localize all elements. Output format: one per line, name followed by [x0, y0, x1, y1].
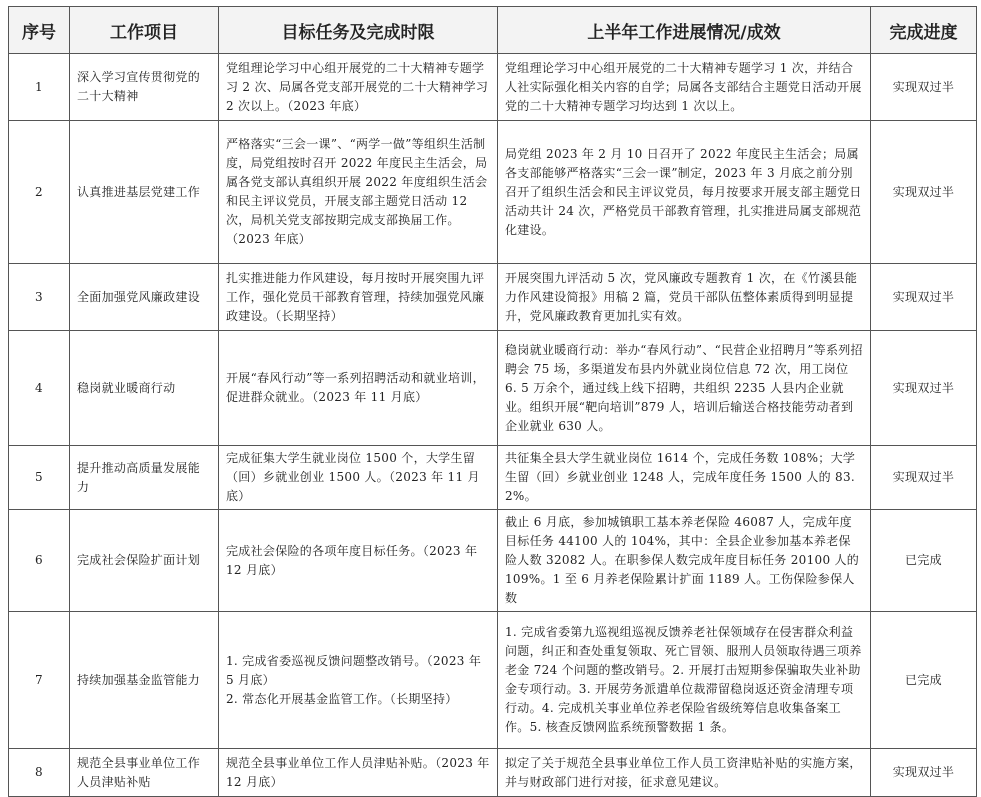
table-row: [9, 749, 977, 797]
row-status: 实现双过半: [871, 121, 977, 264]
row-target: 扎实推进能力作风建设，每月按时开展突围九评工作，强化党员干部教育管理，持续加强党风廉政建设。（长期坚持）: [219, 264, 498, 331]
row-work-item: 认真推进基层党建工作: [70, 121, 219, 264]
row-index: 8: [9, 749, 70, 797]
row-progress: 1. 完成省委第九巡视组巡视反馈养老社保领域存在侵害群众利益问题，纠正和查处重复领取、死亡冒领、服刑人员领取待遇三项养老金 724 个问题的整改销号。2. 开展打击短期参保骗取失业补助金专项行动。3. 开展劳务派遣单位裁滞留稳岗返还资金清理专项行动。4. 完成机关事业单位养老保险省级统筹信息收集备案工作。5. 核查反馈网监系统预警数据 1 条。: [498, 612, 871, 749]
table-row: [9, 264, 977, 331]
row-target: 完成社会保险的各项年度目标任务。（2023 年 12 月底）: [219, 510, 498, 612]
row-status: 已完成: [871, 510, 977, 612]
row-index: 2: [9, 121, 70, 264]
row-progress: 拟定了关于规范全县事业单位工作人员工资津贴补贴的实施方案，并与财政部门进行对接，征求意见建议。: [498, 749, 871, 797]
header-index: 序号: [9, 7, 70, 54]
row-index: 1: [9, 54, 70, 121]
row-target: 党组理论学习中心组开展党的二十大精神专题学习 2 次、局属各党支部开展党的二十大精神学习 2 次以上。（2023 年底）: [219, 54, 498, 121]
row-status: 实现双过半: [871, 54, 977, 121]
row-target: 规范全县事业单位工作人员津贴补贴。（2023 年 12 月底）: [219, 749, 498, 797]
row-status: 实现双过半: [871, 446, 977, 510]
row-progress: 截止 6 月底，参加城镇职工基本养老保险 46087 人，完成年度目标任务 44100 人的 104%，其中：全县企业参加基本养老保险人数 32082 人。在职参保人数完成年度目标任务 20100 人的 109%。1 至 6 月养老保险累计扩面 1189 人。工伤保险参保人数: [498, 510, 871, 612]
table-row: [9, 612, 977, 749]
row-target: 1. 完成省委巡视反馈问题整改销号。（2023 年 5 月底） 2. 常态化开展基金监管工作。（长期坚持）: [219, 612, 498, 749]
row-work-item: 持续加强基金监管能力: [70, 612, 219, 749]
row-work-item: 深入学习宣传贯彻党的二十大精神: [70, 54, 219, 121]
row-progress: 党组理论学习中心组开展党的二十大精神专题学习 1 次，并结合人社实际强化相关内容的自学；局属各支部结合主题党日活动开展党的二十大精神专题学习均达到 1 次以上。: [498, 54, 871, 121]
table-row: [9, 121, 977, 264]
row-progress: 局党组 2023 年 2 月 10 日召开了 2022 年度民主生活会；局属各支部能够严格落实“三会一课”制定，2023 年 3 月底之前分别召开了组织生活会和民主评议党员，每月按要求开展支部主题党日活动共计 24 次，严格党员干部教育管理，扎实推进局属支部规范化建设。: [498, 121, 871, 264]
row-work-item: 全面加强党风廉政建设: [70, 264, 219, 331]
row-status: 已完成: [871, 612, 977, 749]
header-work-item: 工作项目: [70, 7, 219, 54]
table-row: [9, 54, 977, 121]
header-progress-results: 上半年工作进展情况/成效: [498, 7, 871, 54]
row-index: 4: [9, 331, 70, 446]
header-completion-status: 完成进度: [871, 7, 977, 54]
row-work-item: 提升推动高质量发展能力: [70, 446, 219, 510]
row-target: 严格落实“三会一课”、“两学一做”等组织生活制度，局党组按时召开 2022 年度民主生活会，局属各党支部认真组织开展 2022 年度组织生活会和民主评议党员，开展支部主题党日活动 12 次，局机关党支部按期完成支部换届工作。（2023 年底）: [219, 121, 498, 264]
table-row: [9, 510, 977, 612]
row-work-item: 规范全县事业单位工作人员津贴补贴: [70, 749, 219, 797]
row-progress: 稳岗就业暖商行动：举办“春风行动”、“民营企业招聘月”等系列招聘会 75 场，多渠道发布县内外就业岗位信息 72 次，用工岗位 6. 5 万余个，通过线上线下招聘，共组织 2235 人县内企业就业。组织开展“靶向培训”879 人，培训后输送合格技能劳动者到企业就业 630 人。: [498, 331, 871, 446]
row-target: 开展“春风行动”等一系列招聘活动和就业培训，促进群众就业。（2023 年 11 月底）: [219, 331, 498, 446]
row-status: 实现双过半: [871, 331, 977, 446]
table-row: [9, 446, 977, 510]
row-index: 3: [9, 264, 70, 331]
row-index: 6: [9, 510, 70, 612]
row-status: 实现双过半: [871, 749, 977, 797]
row-index: 5: [9, 446, 70, 510]
row-work-item: 完成社会保险扩面计划: [70, 510, 219, 612]
row-index: 7: [9, 612, 70, 749]
header-target-deadline: 目标任务及完成时限: [219, 7, 498, 54]
row-work-item: 稳岗就业暖商行动: [70, 331, 219, 446]
row-progress: 开展突围九评活动 5 次，党风廉政专题教育 1 次，在《竹溪县能力作风建设简报》用稿 2 篇，党员干部队伍整体素质得到明显提升，党风廉政教育更加扎实有效。: [498, 264, 871, 331]
row-target: 完成征集大学生就业岗位 1500 个，大学生留（回）乡就业创业 1500 人。（2023 年 11 月底）: [219, 446, 498, 510]
row-status: 实现双过半: [871, 264, 977, 331]
work-progress-table: [8, 6, 977, 797]
table-row: [9, 331, 977, 446]
row-progress: 共征集全县大学生就业岗位 1614 个，完成任务数 108%；大学生留（回）乡就业创业 1248 人，完成年度任务 1500 人的 83. 2%。: [498, 446, 871, 510]
table-header-row: [9, 7, 977, 54]
